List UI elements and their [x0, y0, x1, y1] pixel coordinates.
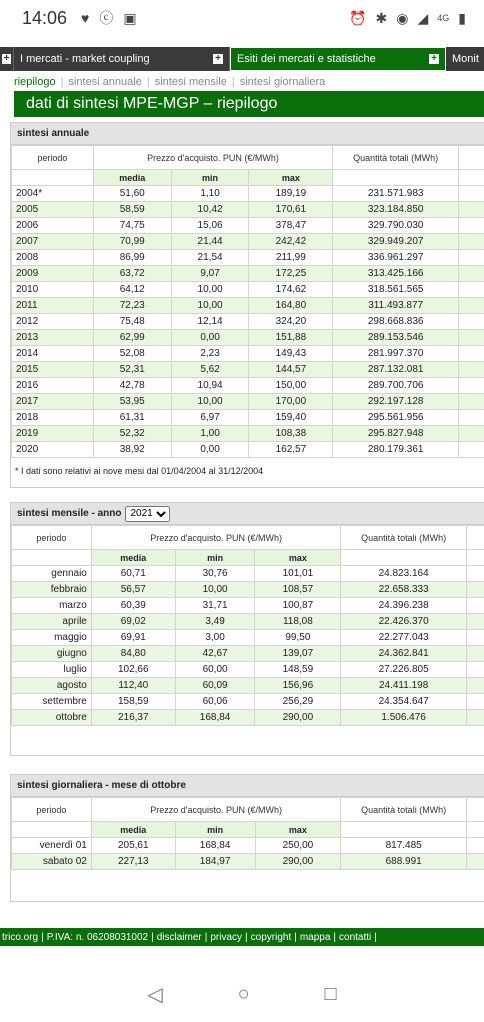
cell-min: 10,00: [171, 394, 249, 410]
cell-quantita: 318.561.565: [333, 282, 459, 298]
cell-min: 12,14: [171, 314, 249, 330]
table-row: [12, 710, 484, 726]
cell-periodo: 2005: [12, 202, 94, 218]
cell-media: 70,99: [93, 234, 171, 250]
cell-min: 60,00: [175, 662, 255, 678]
cell-periodo: 2014: [12, 346, 94, 362]
cell-min: 10,00: [175, 582, 255, 598]
table-row: [12, 630, 484, 646]
cell-max: 159,40: [249, 410, 333, 426]
cell-periodo: 2006: [12, 218, 94, 234]
table-row: [12, 442, 484, 458]
cell-quantita: 231.571.983: [333, 186, 459, 202]
cell-max: 378,47: [249, 218, 333, 234]
cell-periodo: settembre: [12, 694, 92, 710]
subnav-sintesi-mensile[interactable]: sintesi mensile: [154, 76, 227, 88]
table-row: [12, 282, 484, 298]
site-footer: trico.org | P.IVA: n. 06208031002 | disclaimer | privacy | copyright | mappa | contatti |: [0, 928, 484, 946]
cell-max: 290,00: [255, 710, 341, 726]
daily-section: [10, 774, 484, 902]
cell-periodo: 2012: [12, 314, 94, 330]
col-quantita: Quantità totali (MWh): [341, 526, 467, 550]
table-row: [12, 582, 484, 598]
cell-min: 42,67: [175, 646, 255, 662]
subnav-riepilogo[interactable]: riepilogo: [14, 76, 56, 88]
table-row: [12, 234, 484, 250]
cell-quantita: 22.426.370: [341, 614, 467, 630]
4g-icon: 4G: [437, 13, 450, 23]
cell-max: 324,20: [249, 314, 333, 330]
cell-min: 9,07: [171, 266, 249, 282]
page-title: dati di sintesi MPE-MGP – riepilogo: [14, 91, 484, 117]
table-row: [12, 346, 484, 362]
cell-media: 84,80: [91, 646, 175, 662]
annual-title: sintesi annuale: [11, 123, 484, 145]
cell-quantita: 329.949.207: [333, 234, 459, 250]
cell-media: 38,92: [93, 442, 171, 458]
cell-quantita: 292.197.128: [333, 394, 459, 410]
cell-max: 108,57: [255, 582, 341, 598]
cell-media: 112,40: [91, 678, 175, 694]
cell-media: 216,37: [91, 710, 175, 726]
cell-media: 62,99: [93, 330, 171, 346]
table-row: [12, 202, 484, 218]
table-row: [12, 566, 484, 582]
recents-icon[interactable]: □: [324, 982, 337, 1005]
cell-periodo: agosto: [12, 678, 92, 694]
cell-quantita: 313.425.166: [333, 266, 459, 282]
table-row: [12, 186, 484, 202]
cell-min: 10,42: [171, 202, 249, 218]
cell-max: 189,19: [249, 186, 333, 202]
cell-max: 101,01: [255, 566, 341, 582]
cell-max: 174,62: [249, 282, 333, 298]
status-bar: [0, 0, 484, 36]
footer-disclaimer[interactable]: disclaimer: [156, 931, 202, 943]
cell-periodo: 2010: [12, 282, 94, 298]
cell-min: 30,76: [175, 566, 255, 582]
table-row: [12, 298, 484, 314]
heart-icon: ♥: [81, 10, 90, 26]
cell-max: 144,57: [249, 362, 333, 378]
cell-quantita: 688.991: [341, 854, 467, 870]
cell-periodo: luglio: [12, 662, 92, 678]
cell-min: 3,49: [175, 614, 255, 630]
tab-monitoraggio[interactable]: [446, 47, 484, 71]
tab-label: Esiti dei mercati e statistiche: [237, 53, 376, 65]
cell-quantita: 281.997.370: [333, 346, 459, 362]
c-icon: ⓒ: [99, 10, 114, 26]
cell-max: 256,29: [255, 694, 341, 710]
cell-media: 74,75: [93, 218, 171, 234]
plus-icon: +: [213, 54, 223, 64]
cell-media: 53,95: [93, 394, 171, 410]
signal-icon: ◢: [417, 9, 429, 26]
cell-max: 139,07: [255, 646, 341, 662]
table-row: [12, 250, 484, 266]
table-row: [12, 678, 484, 694]
footer-contatti[interactable]: contatti: [339, 931, 372, 943]
table-row: [12, 330, 484, 346]
cell-media: 58,59: [93, 202, 171, 218]
cell-periodo: 2009: [12, 266, 94, 282]
cell-max: 151,88: [249, 330, 333, 346]
cell-media: 61,31: [93, 410, 171, 426]
plus-icon: +: [3, 53, 10, 64]
cell-periodo: febbraio: [12, 582, 92, 598]
col-quantita: Quantità totali (MWh): [341, 798, 467, 822]
cell-quantita: 295.561.956: [333, 410, 459, 426]
cell-quantita: 287.132.081: [333, 362, 459, 378]
cell-media: 42,78: [93, 378, 171, 394]
cell-periodo: maggio: [12, 630, 92, 646]
cell-max: 211,99: [249, 250, 333, 266]
footer-site[interactable]: trico.org: [2, 931, 39, 943]
col-max: max: [255, 550, 341, 566]
cell-max: 149,43: [249, 346, 333, 362]
monthly-title: [11, 503, 484, 525]
cell-periodo: 2019: [12, 426, 94, 442]
cell-max: 148,59: [255, 662, 341, 678]
cell-min: 31,71: [175, 598, 255, 614]
home-icon[interactable]: ○: [237, 982, 250, 1005]
footer-copyright[interactable]: copyright: [250, 931, 292, 943]
cell-periodo: marzo: [12, 598, 92, 614]
cell-min: 21,44: [171, 234, 249, 250]
monthly-table: [11, 525, 484, 726]
cell-media: 52,32: [93, 426, 171, 442]
cell-max: 100,87: [255, 598, 341, 614]
cell-quantita: 295.827.948: [333, 426, 459, 442]
cell-media: 72,23: [93, 298, 171, 314]
monthly-section: [10, 502, 484, 756]
cell-quantita: 24.354.647: [341, 694, 467, 710]
cell-periodo: ottobre: [12, 710, 92, 726]
cell-media: 69,02: [91, 614, 175, 630]
cell-periodo: 2020: [12, 442, 94, 458]
cell-periodo: sabato 02: [12, 854, 92, 870]
cell-min: 10,00: [171, 282, 249, 298]
table-row: [12, 694, 484, 710]
annual-section: [10, 122, 484, 488]
table-row: [12, 362, 484, 378]
cell-quantita: 329.790.030: [333, 218, 459, 234]
cell-media: 56,57: [91, 582, 175, 598]
cell-quantita: 24.362.841: [341, 646, 467, 662]
table-row: [12, 378, 484, 394]
table-row: [12, 646, 484, 662]
cell-periodo: 2004*: [12, 186, 94, 202]
cell-periodo: gennaio: [12, 566, 92, 582]
col-media: media: [91, 550, 175, 566]
cell-periodo: 2016: [12, 378, 94, 394]
tab-prev[interactable]: [0, 47, 14, 71]
col-periodo: periodo: [12, 146, 94, 170]
cell-media: 63,72: [93, 266, 171, 282]
cell-min: 1,00: [171, 426, 249, 442]
table-row: [12, 394, 484, 410]
table-row: [12, 426, 484, 442]
cell-max: 164,80: [249, 298, 333, 314]
cell-media: 52,31: [93, 362, 171, 378]
cell-quantita: 24.411.198: [341, 678, 467, 694]
table-row: [12, 854, 484, 870]
cell-media: 64,12: [93, 282, 171, 298]
cell-max: 290,00: [255, 854, 341, 870]
col-prezzo: Prezzo d'acquisto. PUN (€/MWh): [91, 798, 340, 822]
clock: 14:06: [22, 7, 68, 28]
plus-icon: +: [429, 54, 439, 64]
cell-quantita: 27.226.805: [341, 662, 467, 678]
cell-periodo: 2018: [12, 410, 94, 426]
tab-label: I mercati - market coupling: [20, 53, 150, 65]
cell-periodo: 2015: [12, 362, 94, 378]
footer-privacy[interactable]: privacy: [210, 931, 243, 943]
col-periodo: periodo: [12, 798, 92, 822]
top-nav: [0, 47, 484, 71]
tab-label: Monit: [452, 53, 479, 65]
col-prezzo: Prezzo d'acquisto. PUN (€/MWh): [91, 526, 340, 550]
footer-mappa[interactable]: mappa: [299, 931, 331, 943]
notification-icon: ▣: [123, 9, 137, 26]
cell-min: 10,94: [171, 378, 249, 394]
cell-periodo: venerdì 01: [12, 838, 92, 854]
cell-max: 250,00: [255, 838, 341, 854]
subnav-sintesi-annuale[interactable]: sintesi annuale: [68, 76, 142, 88]
table-row: [12, 410, 484, 426]
cell-quantita: 817.485: [341, 838, 467, 854]
cell-media: 86,99: [93, 250, 171, 266]
cell-max: 170,61: [249, 202, 333, 218]
col-min: min: [175, 822, 255, 838]
battery-icon: ▮: [458, 9, 466, 26]
table-row: [12, 598, 484, 614]
cell-quantita: 1.506.476: [341, 710, 467, 726]
cell-quantita: 289.153.546: [333, 330, 459, 346]
monthly-title-text: sintesi mensile - anno: [17, 508, 122, 519]
col-periodo: periodo: [12, 526, 92, 550]
cell-max: 156,96: [255, 678, 341, 694]
cell-min: 168,84: [175, 838, 255, 854]
cell-max: 242,42: [249, 234, 333, 250]
cell-periodo: 2017: [12, 394, 94, 410]
cell-min: 0,00: [171, 330, 249, 346]
cell-max: 162,57: [249, 442, 333, 458]
cell-media: 52,08: [93, 346, 171, 362]
annual-table: [11, 145, 484, 458]
hotspot-icon: ◉: [396, 9, 409, 26]
cell-quantita: 24.396.238: [341, 598, 467, 614]
col-max: max: [249, 170, 333, 186]
col-max: max: [255, 822, 341, 838]
bluetooth-icon: ✱: [375, 9, 388, 26]
sub-nav: riepilogo | sintesi annuale | sintesi mensile | sintesi giornaliera: [14, 76, 326, 88]
cell-periodo: 2011: [12, 298, 94, 314]
cell-media: 102,66: [91, 662, 175, 678]
alarm-icon: ⏰: [349, 9, 367, 26]
cell-periodo: giugno: [12, 646, 92, 662]
cell-min: 15,06: [171, 218, 249, 234]
cell-min: 0,00: [171, 442, 249, 458]
cell-max: 150,00: [249, 378, 333, 394]
cell-min: 5,62: [171, 362, 249, 378]
footer-piva: P.IVA: n. 06208031002: [46, 931, 149, 943]
cell-max: 99,50: [255, 630, 341, 646]
cell-media: 51,60: [93, 186, 171, 202]
table-row: [12, 614, 484, 630]
cell-media: 158,59: [91, 694, 175, 710]
table-row: [12, 838, 484, 854]
cell-max: 108,38: [249, 426, 333, 442]
cell-media: 60,71: [91, 566, 175, 582]
cell-quantita: 289.700.706: [333, 378, 459, 394]
col-min: min: [175, 550, 255, 566]
cell-quantita: 22.277.043: [341, 630, 467, 646]
cell-min: 10,00: [171, 298, 249, 314]
cell-min: 60,09: [175, 678, 255, 694]
daily-title: sintesi giornaliera - mese di ottobre: [11, 775, 484, 797]
cell-media: 227,13: [91, 854, 175, 870]
cell-quantita: 336.961.297: [333, 250, 459, 266]
tab-esiti[interactable]: [230, 47, 446, 71]
table-row: [12, 218, 484, 234]
cell-max: 172,25: [249, 266, 333, 282]
back-icon[interactable]: ◁: [147, 983, 163, 1006]
table-row: [12, 662, 484, 678]
cell-quantita: 323.184.850: [333, 202, 459, 218]
col-quantita: Quantità totali (MWh): [333, 146, 459, 170]
cell-media: 205,61: [91, 838, 175, 854]
system-nav-bar: [0, 966, 484, 1022]
daily-table: [11, 797, 484, 870]
cell-quantita: 298.668.836: [333, 314, 459, 330]
cell-min: 3,00: [175, 630, 255, 646]
cell-max: 170,00: [249, 394, 333, 410]
cell-media: 60,39: [91, 598, 175, 614]
cell-quantita: 311.493.877: [333, 298, 459, 314]
cell-min: 168,84: [175, 710, 255, 726]
table-row: [12, 314, 484, 330]
cell-periodo: 2007: [12, 234, 94, 250]
col-media: media: [91, 822, 175, 838]
cell-periodo: 2013: [12, 330, 94, 346]
cell-media: 75,48: [93, 314, 171, 330]
cell-min: 21,54: [171, 250, 249, 266]
cell-max: 118,08: [255, 614, 341, 630]
cell-periodo: 2008: [12, 250, 94, 266]
col-min: min: [171, 170, 249, 186]
cell-min: 60,06: [175, 694, 255, 710]
col-media: media: [93, 170, 171, 186]
cell-quantita: 22.658.333: [341, 582, 467, 598]
subnav-sintesi-giornaliera[interactable]: sintesi giornaliera: [239, 76, 326, 88]
table-row: [12, 266, 484, 282]
annual-note: * I dati sono relativi ai nove mesi dal 01/04/2004 al 31/12/2004: [15, 466, 264, 476]
cell-quantita: 24.823.164: [341, 566, 467, 582]
cell-periodo: aprile: [12, 614, 92, 630]
cell-quantita: 280.179.361: [333, 442, 459, 458]
cell-min: 1,10: [171, 186, 249, 202]
cell-min: 6,97: [171, 410, 249, 426]
col-prezzo: Prezzo d'acquisto. PUN (€/MWh): [93, 146, 332, 170]
cell-media: 69,91: [91, 630, 175, 646]
year-select[interactable]: [125, 506, 170, 522]
cell-min: 184,97: [175, 854, 255, 870]
tab-market-coupling[interactable]: [14, 47, 230, 71]
cell-min: 2,23: [171, 346, 249, 362]
